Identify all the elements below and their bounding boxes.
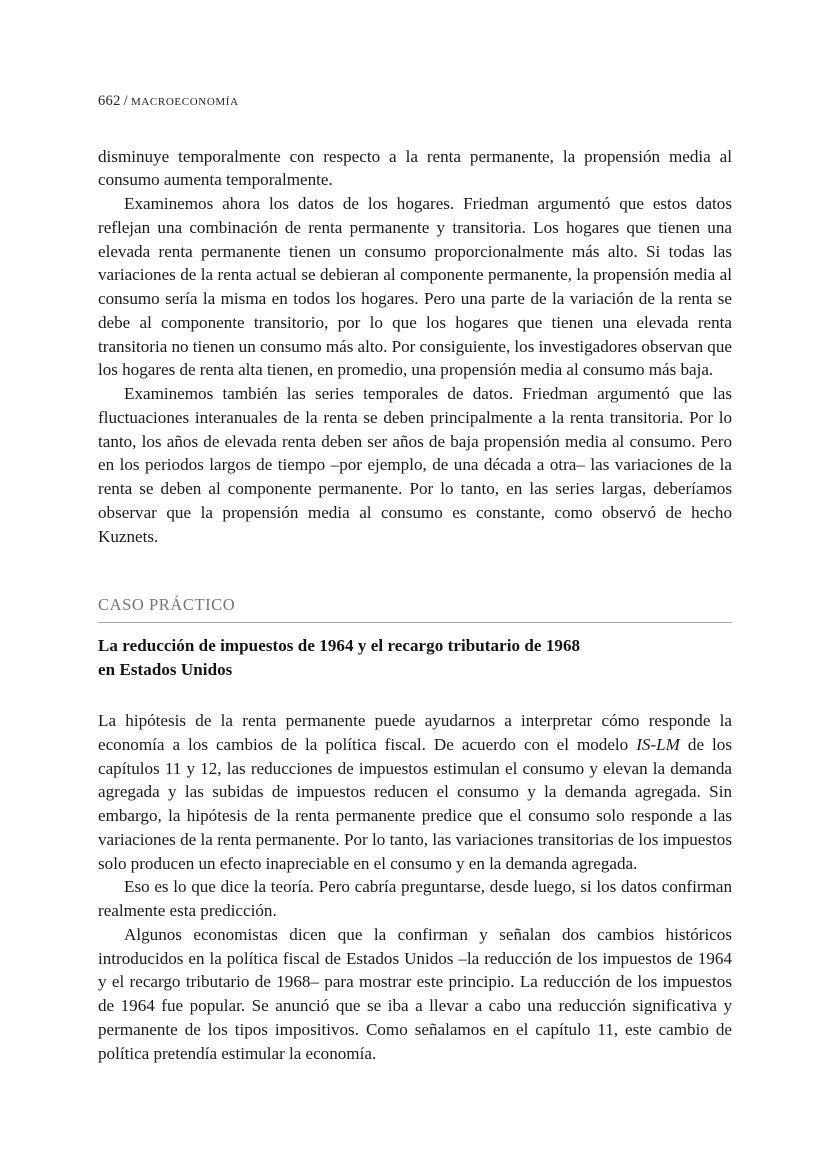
page-content <box>98 92 732 1065</box>
case-study-kicker: CASO PRÁCTICO <box>98 595 236 615</box>
case-study-block <box>98 595 732 1065</box>
running-head-separator: / <box>123 93 128 109</box>
text-run: de los capítulos 11 y 12, las reducciones de impuestos estimulan el consumo y elevan la demanda agregada y las subidas de impuestos reducen el consumo y la demanda agregada. Sin embargo, la hipótesis de la renta permanente predice que el consumo solo responde a las variaciones de la renta permanente. Por lo tanto, las variaciones transitorias de los impuestos solo producen un efecto inapreciable en el consumo y en la demanda agregada. <box>98 734 732 873</box>
case-study-title-line-2: en Estados Unidos <box>98 659 233 679</box>
running-head <box>98 92 732 111</box>
paragraph <box>98 875 732 923</box>
case-study-title-line-1: La reducción de impuestos de 1964 y el recargo tributario de 1968 <box>98 636 581 656</box>
book-title: macroeconomía <box>130 92 239 109</box>
paragraph: Examinemos ahora los datos de los hogares. Friedman argumentó que estos datos reflejan una combinación de renta permanente y transitoria. Los hogares que tienen una elevada renta permanente tienen un consumo proporcionalmente más alto. Si todas las variaciones de la renta actual se debieran al componente permanente, la propensión media al consumo sería la misma en todos los hogares. Pero una parte de la variación de la renta se debe al componente transitorio, por lo que los hogares que tienen una elevada renta transitoria no tienen un consumo más alto. Por consiguiente, los investigadores observan que los hogares de renta alta tienen, en promedio, una propensión media al consumo más baja. <box>98 194 732 380</box>
paragraph: Examinemos también las series temporales de datos. Friedman argumentó que las fluctuaciones interanuales de la renta se deben principalmente a la renta transitoria. Por lo tanto, los años de elevada renta deben ser años de baja propensión media al consumo. Pero en los periodos largos de tiempo –por ejemplo, de una década a otra– las variaciones de la renta se deben al componente permanente. Por lo tanto, en las series largas, deberíamos observar que la propensión media al consumo es constante, como observó de hecho Kuznets. <box>98 384 732 546</box>
italic-term: IS-LM <box>636 734 680 754</box>
text-run: Eso es lo que dice la teoría. Pero cabría preguntarse, desde luego, si los datos confirman realmente esta predicción. <box>98 877 732 921</box>
case-study-divider <box>98 622 732 623</box>
text-run: La hipótesis de la renta permanente puede ayudarnos a interpretar cómo responde la economía a los cambios de la política fiscal. De acuerdo con el modelo <box>98 711 732 754</box>
case-study-title <box>98 634 732 681</box>
paragraph <box>98 709 732 875</box>
case-study-text-block <box>98 709 732 1065</box>
paragraph <box>98 923 732 1066</box>
paragraph: disminuye temporalmente con respecto a la renta permanente, la propensión media al consumo aumenta temporalmente. <box>98 146 732 190</box>
text-run: Algunos economistas dicen que la confirman y señalan dos cambios históricos introducidos en la política fiscal de Estados Unidos –la reducción de los impuestos de 1964 y el recargo tributario de 1968– para mostrar este principio. La reducción de los impuestos de 1964 fue popular. Se anunció que se iba a llevar a cabo una reducción significativa y permanente de los tipos impositivos. Como señalamos en el capítulo 11, este cambio de política pretendía estimular la economía. <box>98 924 732 1063</box>
main-text-block <box>98 145 732 549</box>
page-number: 662 <box>98 93 121 109</box>
